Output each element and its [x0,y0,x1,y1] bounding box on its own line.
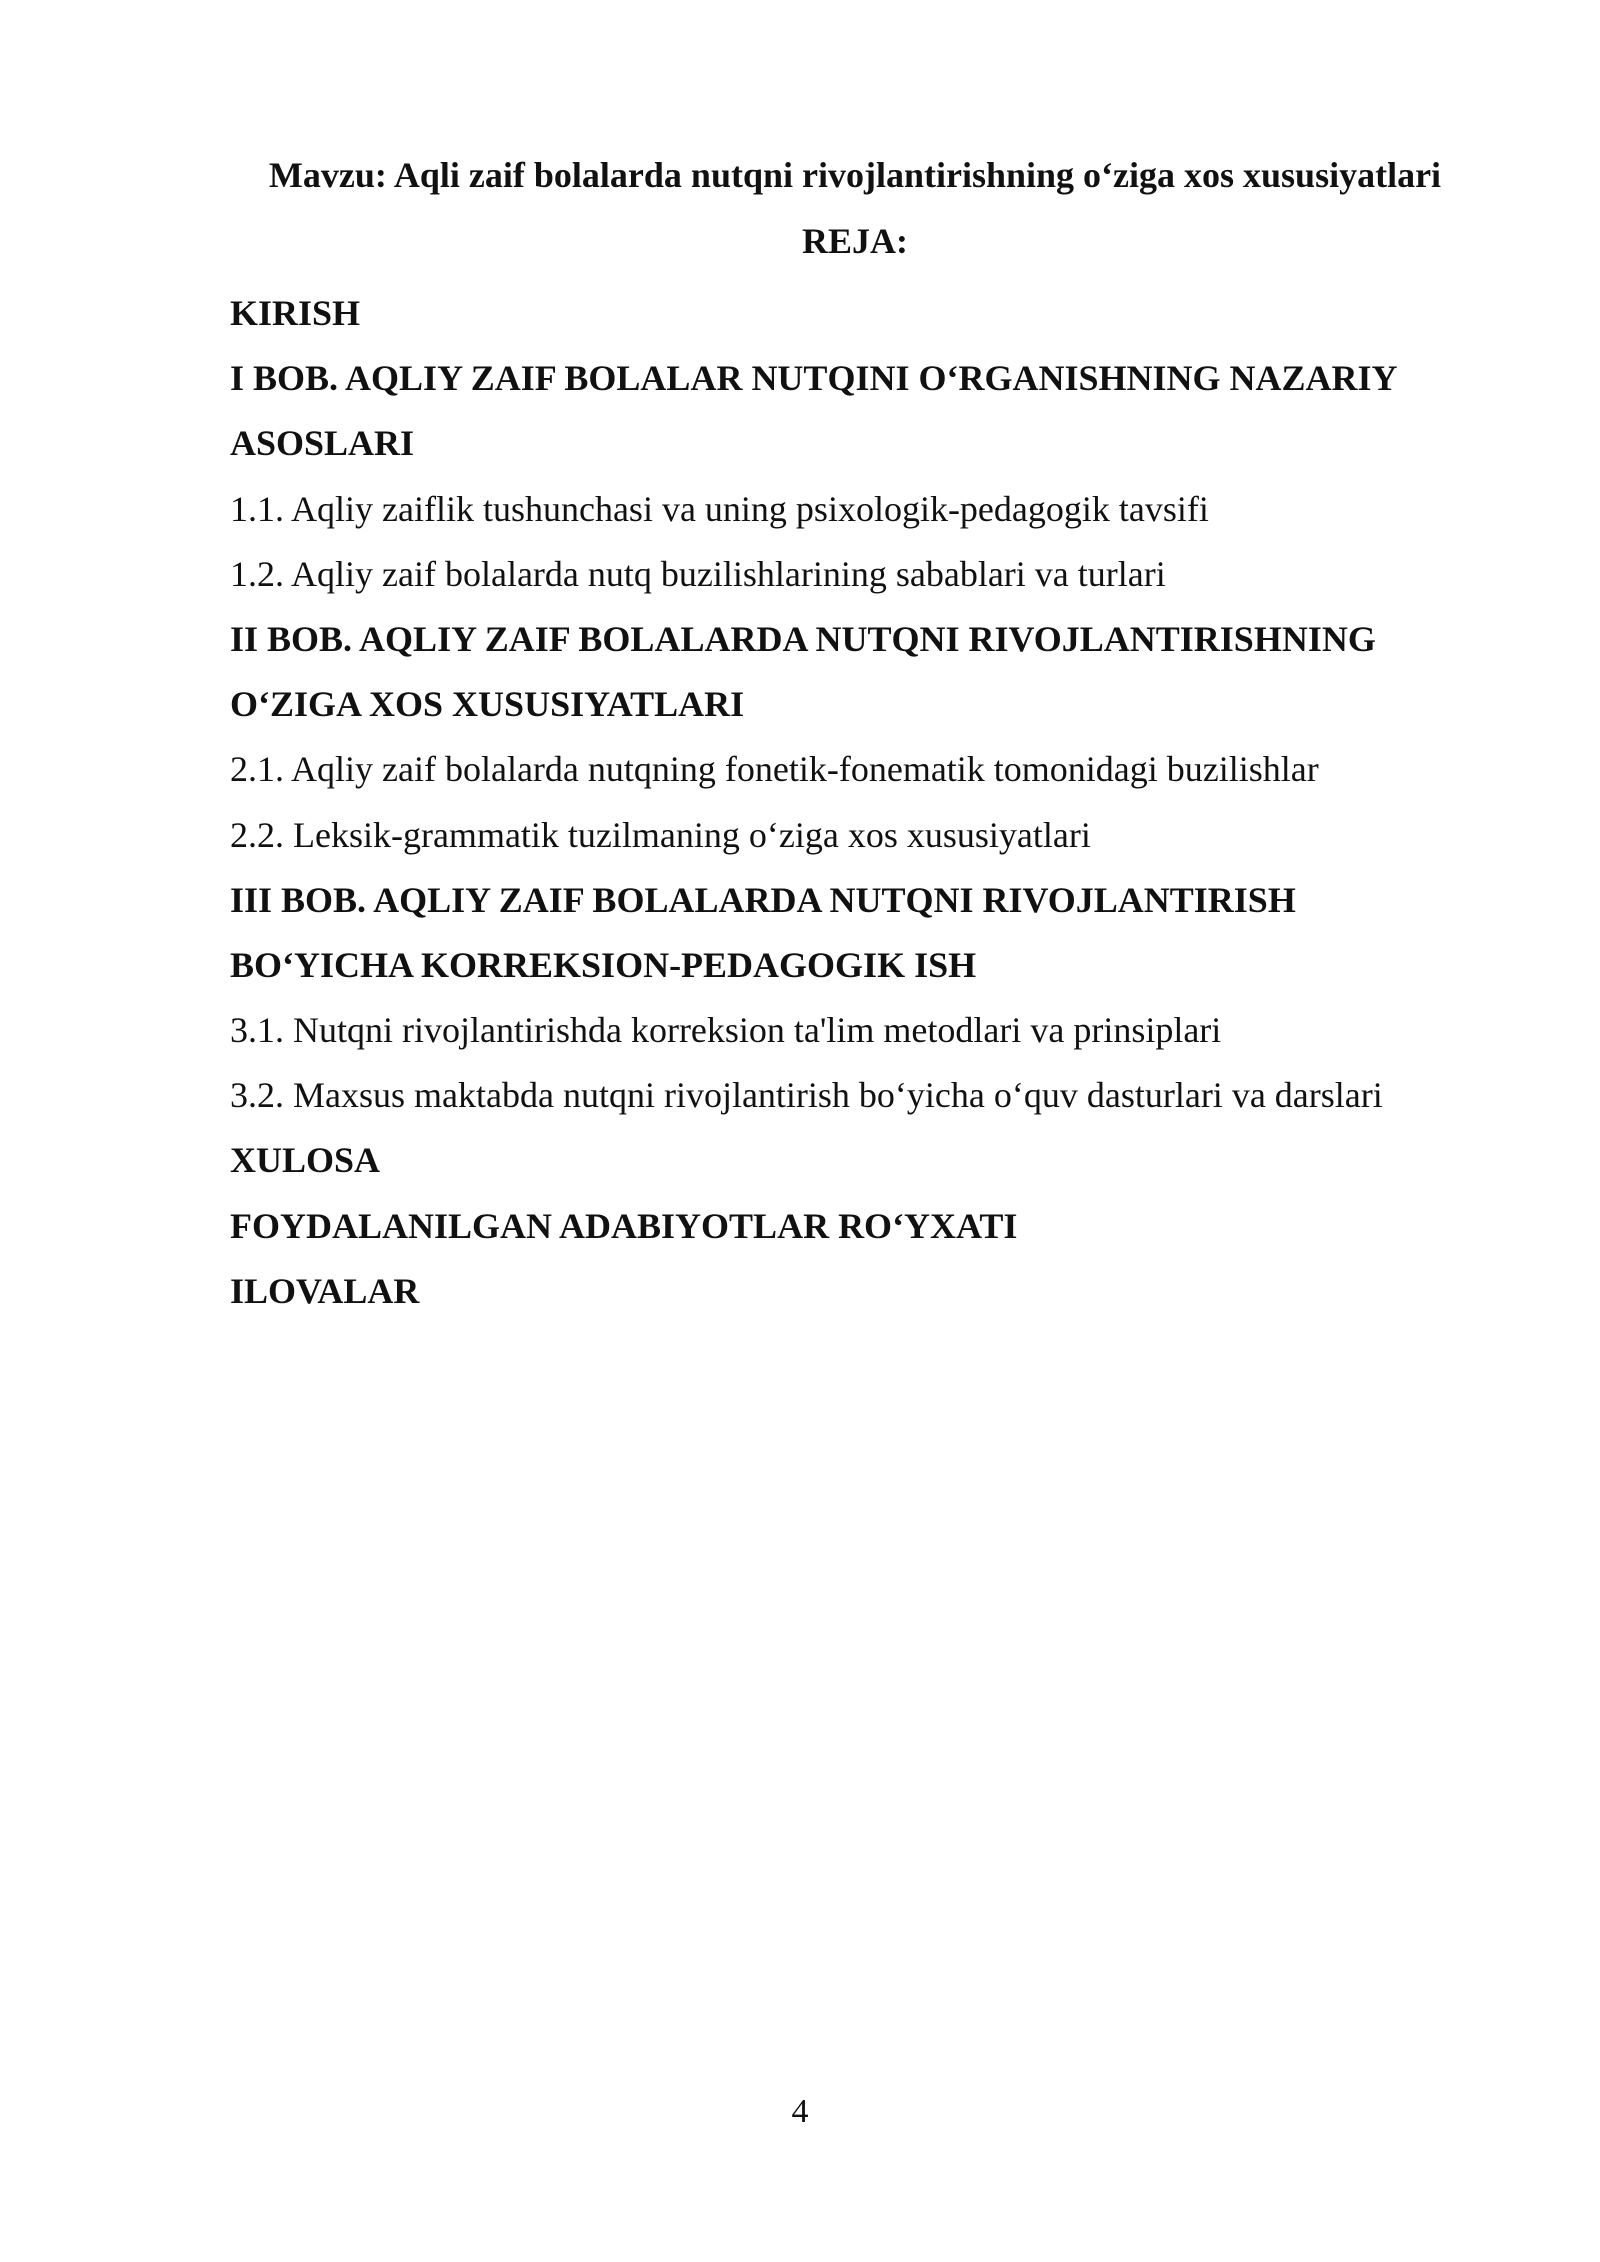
table-of-contents [230,281,1490,1324]
toc-line-xulosa: XULOSA [230,1140,381,1181]
toc-line-kirish: KIRISH [230,293,361,333]
document-title: Mavzu: Aqli zaif bolalarda nutqni rivojlantirishning o‘ziga xos xususiyatlari [268,155,1442,195]
toc-line-section-1-1: 1.1. Aqliy zaiflik tushunchasi va uning psixologik-pedagogik tavsifi [230,488,1209,529]
page-number: 4 [791,2093,809,2130]
toc-line-ilovalar: ILOVALAR [230,1270,420,1311]
toc-line-chapter-1-title: I BOB. AQLIY ZAIF BOLALAR NUTQINI O‘RGANISHNING NAZARIY [230,358,1398,399]
toc-line-chapter-3-title-cont: BO‘YICHA KORREKSION-PEDAGOGIK ISH [230,944,977,985]
toc-line-chapter-2-title: II BOB. AQLIY ZAIF BOLALARDA NUTQNI RIVOJLANTIRISHNING [230,618,1376,659]
plan-heading: REJA: [802,221,908,261]
toc-line-section-2-2: 2.2. Leksik-grammatik tuzilmaning o‘ziga xos xususiyatlari [230,814,1091,855]
toc-line-section-1-2: 1.2. Aqliy zaif bolalarda nutq buzilishlarining sabablari va turlari [230,553,1166,594]
toc-line-chapter-1-title-cont: ASOSLARI [230,423,415,464]
toc-line-chapter-3-title: III BOB. AQLIY ZAIF BOLALARDA NUTQNI RIVOJLANTIRISH [230,879,1296,920]
toc-line-references: FOYDALANILGAN ADABIYOTLAR RO‘YXATI [230,1205,1018,1246]
toc-line-chapter-2-title-cont: O‘ZIGA XOS XUSUSIYATLARI [230,684,745,725]
toc-line-section-3-2: 3.2. Maxsus maktabda nutqni rivojlantirish bo‘yicha o‘quv dasturlari va darslari [230,1075,1383,1116]
toc-line-section-3-1: 3.1. Nutqni rivojlantirishda korreksion ta'lim metodlari va prinsiplari [230,1010,1222,1051]
toc-line-section-2-1: 2.1. Aqliy zaif bolalarda nutqning fonetik-fonematik tomonidagi buzilishlar [230,749,1319,790]
